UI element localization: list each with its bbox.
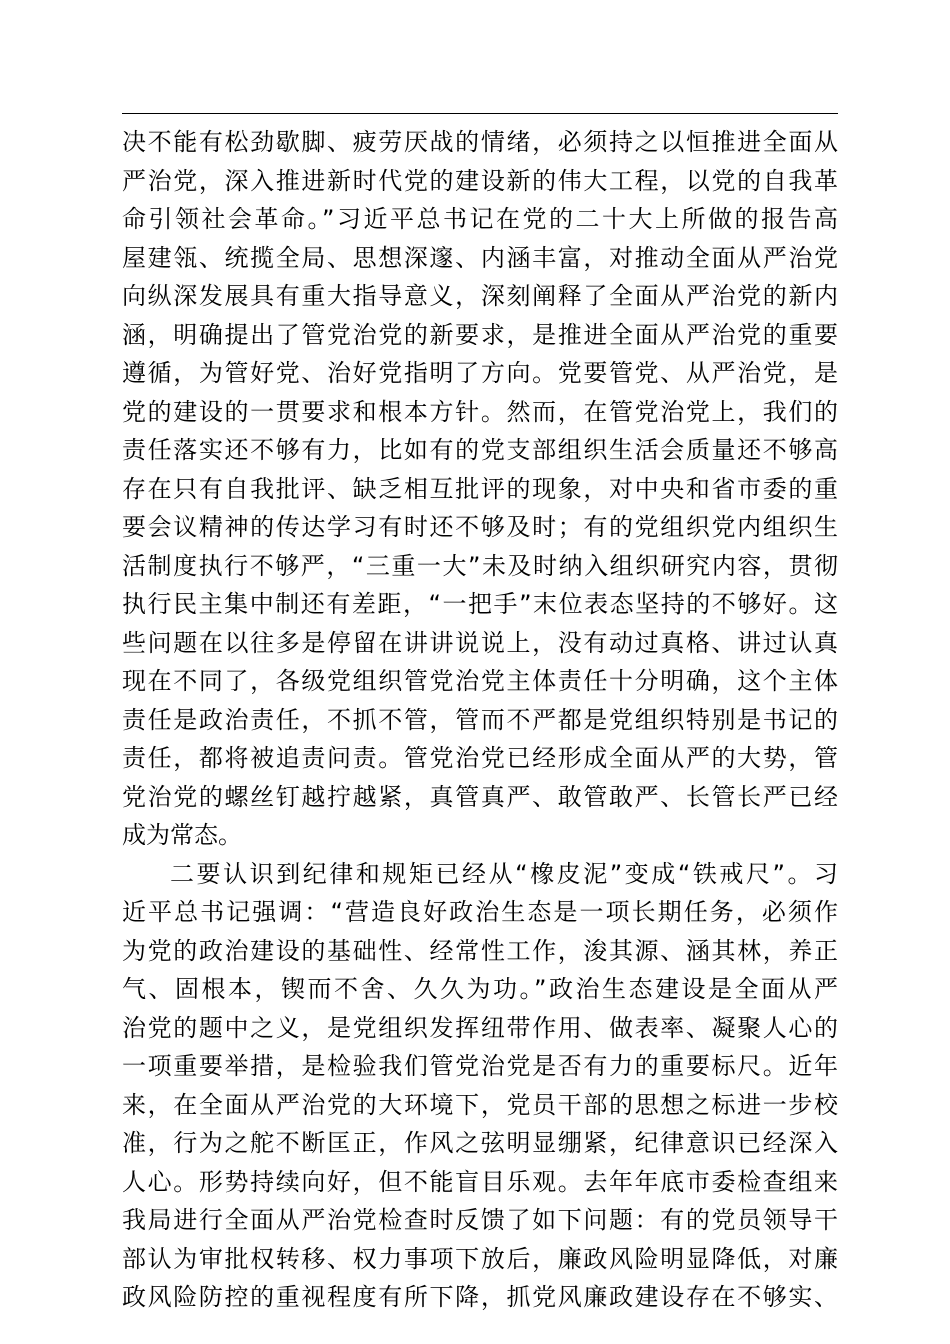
text-line: 准，行为之舵不断匡正，作风之弦明显绷紧，纪律意识已经深入 <box>122 1129 838 1157</box>
text-line: 些问题在以往多是停留在讲讲说说上，没有动过真格、讲过认真 <box>122 628 838 657</box>
text-line: 活制度执行不够严，“三重一大”未及时纳入组织研究内容，贯彻 <box>122 551 838 580</box>
text-line: 严治党，深入推进新时代党的建设新的伟大工程，以党的自我革 <box>122 166 838 195</box>
text-line: 部认为审批权转移、权力事项下放后，廉政风险明显降低，对廉 <box>122 1244 838 1273</box>
header-rule <box>122 113 838 114</box>
text-line: 屋建瓴、统揽全局、思想深邃、内涵丰富，对推动全面从严治党 <box>122 243 838 272</box>
text-line: 政风险防控的重视程度有所下降，抓党风廉政建设存在不够实、 <box>122 1283 838 1311</box>
text-line: 我局进行全面从严治党检查时反馈了如下问题：有的党员领导干 <box>122 1206 838 1234</box>
text-line: 存在只有自我批评、缺乏相互批评的现象，对中央和省市委的重 <box>122 474 838 503</box>
text-line: 党治党的螺丝钉越拧越紧，真管真严、敢管敢严、长管长严已经 <box>122 782 838 811</box>
text-line: 要会议精神的传达学习有时还不够及时；有的党组织党内组织生 <box>122 513 838 541</box>
text-line: 为党的政治建设的基础性、经常性工作，浚其源、涵其林，养正 <box>122 936 838 965</box>
text-line: 气、固根本，锲而不舍、久久为功。”政治生态建设是全面从严 <box>122 975 838 1003</box>
text-line: 责任落实还不够有力，比如有的党支部组织生活会质量还不够高 <box>122 436 838 464</box>
text-line: 执行民主集中制还有差距，“一把手”末位表态坚持的不够好。这 <box>122 590 838 618</box>
text-line: 遵循，为管好党、治好党指明了方向。党要管党、从严治党，是 <box>122 359 838 387</box>
text-line: 涵，明确提出了管党治党的新要求，是推进全面从严治党的重要 <box>122 320 838 349</box>
text-line: 责任是政治责任，不抓不管，管而不严都是党组织特别是书记的 <box>122 705 838 734</box>
paragraph-start-line: 二要认识到纪律和规矩已经从“橡皮泥”变成“铁戒尺”。习 <box>170 859 838 888</box>
text-line: 近平总书记强调：“营造良好政治生态是一项长期任务，必须作 <box>122 898 838 926</box>
text-line: 责任，都将被追责问责。管党治党已经形成全面从严的大势，管 <box>122 744 838 772</box>
text-line: 成为常态。 <box>122 821 242 849</box>
text-line: 命引领社会革命。”习近平总书记在党的二十大上所做的报告高 <box>122 205 838 233</box>
text-line: 一项重要举措，是检验我们管党治党是否有力的重要标尺。近年 <box>122 1052 838 1080</box>
text-line: 人心。形势持续向好，但不能盲目乐观。去年年底市委检查组来 <box>122 1167 838 1196</box>
document-body <box>122 123 838 1317</box>
text-line: 向纵深发展具有重大指导意义，深刻阐释了全面从严治党的新内 <box>122 282 838 310</box>
text-line: 来，在全面从严治党的大环境下，党员干部的思想之标进一步校 <box>122 1090 838 1119</box>
text-line: 现在不同了，各级党组织管党治党主体责任十分明确，这个主体 <box>122 667 838 695</box>
text-line: 决不能有松劲歇脚、疲劳厌战的情绪，必须持之以恒推进全面从 <box>122 128 838 156</box>
text-line: 党的建设的一贯要求和根本方针。然而，在管党治党上，我们的 <box>122 397 838 426</box>
text-line: 治党的题中之义，是党组织发挥纽带作用、做表率、凝聚人心的 <box>122 1013 838 1042</box>
